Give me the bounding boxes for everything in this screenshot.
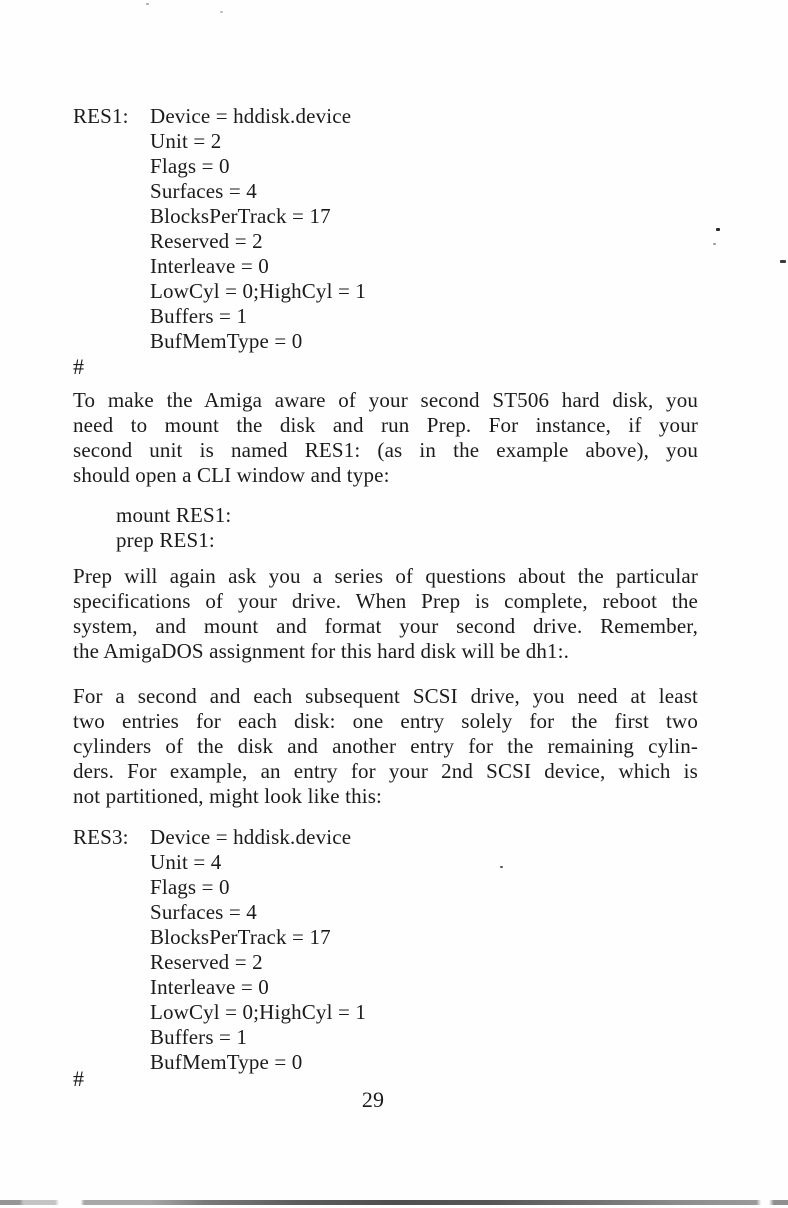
text-line: Reserved = 2 [150,950,263,974]
text-line: Flags = 0 [150,875,230,899]
text-line: Device = hddisk.device [150,825,352,849]
text-line: the AmigaDOS assignment for this hard disk will be dh1:. [73,639,570,663]
text-line: Prep will again ask you a series of questions about the particular [73,564,698,588]
text-line: For a second and each subsequent SCSI drive, you need at least [73,684,698,708]
text-line: Buffers = 1 [150,1025,248,1049]
text-line: BlocksPerTrack = 17 [150,204,331,228]
text-line: Reserved = 2 [150,229,263,253]
mountlist-terminator-hash: # [73,354,85,379]
mountlist-label-res1: RES1: [73,104,129,128]
text-line: Device = hddisk.device [150,104,352,128]
text-line: To make the Amiga aware of your second ST506 hard disk, you [73,388,698,412]
mountlist-lines-res3 [150,825,710,1075]
mountlist-terminator-hash: # [73,1066,85,1091]
text-line: Interleave = 0 [150,254,269,278]
text-line: BufMemType = 0 [150,1050,303,1074]
text-line: Unit = 2 [150,129,222,153]
scan-speck [220,11,223,13]
body-paragraph-prep [73,564,698,664]
text-line: not partitioned, might look like this: [73,784,383,808]
scan-speck [780,260,786,263]
scan-speck [500,866,503,868]
text-line: Surfaces = 4 [150,900,257,924]
text-line: should open a CLI window and type: [73,463,390,487]
text-line: two entries for each disk: one entry solely for the first two [73,709,698,733]
text-line: ders. For example, an entry for your 2nd SCSI device, which is [73,759,698,783]
text-line: mount RES1: [116,503,232,527]
text-line: BlocksPerTrack = 17 [150,925,331,949]
mountlist-lines-res1 [150,104,710,354]
scan-speck [716,228,720,231]
body-paragraph-scsi [73,684,698,809]
body-paragraph-st506 [73,388,698,488]
scan-edge-bar-artifact [0,1200,788,1205]
page-number: 29 [361,1087,385,1112]
text-line: system, and mount and format your second drive. Remember, [73,614,698,638]
scan-speck [146,3,149,5]
text-line: Interleave = 0 [150,975,269,999]
text-line: Flags = 0 [150,154,230,178]
text-line: Buffers = 1 [150,304,248,328]
text-line: cylinders of the disk and another entry for the remaining cylin- [73,734,698,758]
text-line: Unit = 4 [150,850,222,874]
text-line: LowCyl = 0;HighCyl = 1 [150,1000,366,1024]
scan-speck [713,243,716,245]
text-line: LowCyl = 0;HighCyl = 1 [150,279,366,303]
mountlist-label-res3: RES3: [73,825,129,849]
text-line: Surfaces = 4 [150,179,257,203]
text-line: need to mount the disk and run Prep. For instance, if your [73,413,698,437]
text-line: prep RES1: [116,528,215,552]
cli-command-lines [116,503,516,553]
text-line: second unit is named RES1: (as in the example above), you [73,438,698,462]
text-line: BufMemType = 0 [150,329,303,353]
text-line: specifications of your drive. When Prep is complete, reboot the [73,589,698,613]
